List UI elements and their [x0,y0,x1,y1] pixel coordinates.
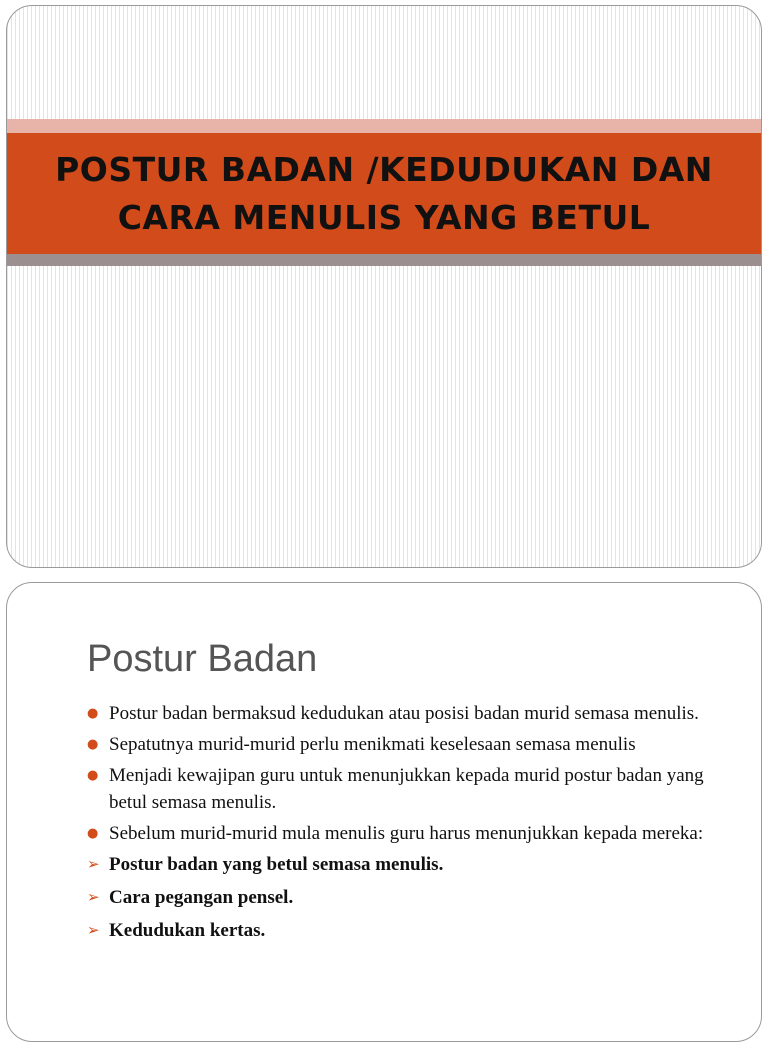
title-band-bottom-stripe [7,254,761,266]
arrow-bullet-icon: ➢ [87,921,100,939]
title-band [7,133,761,254]
content-slide [6,582,762,1042]
bullet-dot-icon: ● [87,826,99,841]
bullet-text: Menjadi kewajipan guru untuk menunjukkan kepada murid postur badan yang betul semasa menulis. [109,765,704,813]
bullet-text: Postur badan bermaksud kedudukan atau posisi badan murid semasa menulis. [109,703,699,724]
sub-bullet-item [87,851,727,878]
bullet-item [87,700,727,727]
arrow-bullet-icon: ➢ [87,855,100,873]
title-slide [6,5,762,568]
sub-bullet-item [87,917,727,944]
bullet-item [87,731,727,758]
bullet-dot-icon: ● [87,768,99,783]
slide-title-line-1: POSTUR BADAN /KEDUDUKAN DAN [55,149,713,189]
bullet-text: Sebelum murid-murid mula menulis guru harus menunjukkan kepada mereka: [109,823,704,844]
bullet-item [87,820,727,847]
bullet-dot-icon: ● [87,737,99,752]
slide-title [54,146,714,242]
arrow-bullet-icon: ➢ [87,888,100,906]
bullet-text: Cara pegangan pensel. [109,887,294,908]
bullet-text: Postur badan yang betul semasa menulis. [109,854,444,875]
title-band-top-stripe [7,119,761,133]
sub-bullet-item [87,884,727,911]
bullet-list [87,700,727,950]
bullet-item [87,762,727,816]
slide-title-line-2: CARA MENULIS YANG BETUL [117,197,651,237]
bullet-dot-icon: ● [87,706,99,721]
slide-heading: Postur Badan [87,638,318,680]
bullet-text: Sepatutnya murid-murid perlu menikmati keselesaan semasa menulis [109,734,636,755]
bullet-text: Kedudukan kertas. [109,920,266,941]
